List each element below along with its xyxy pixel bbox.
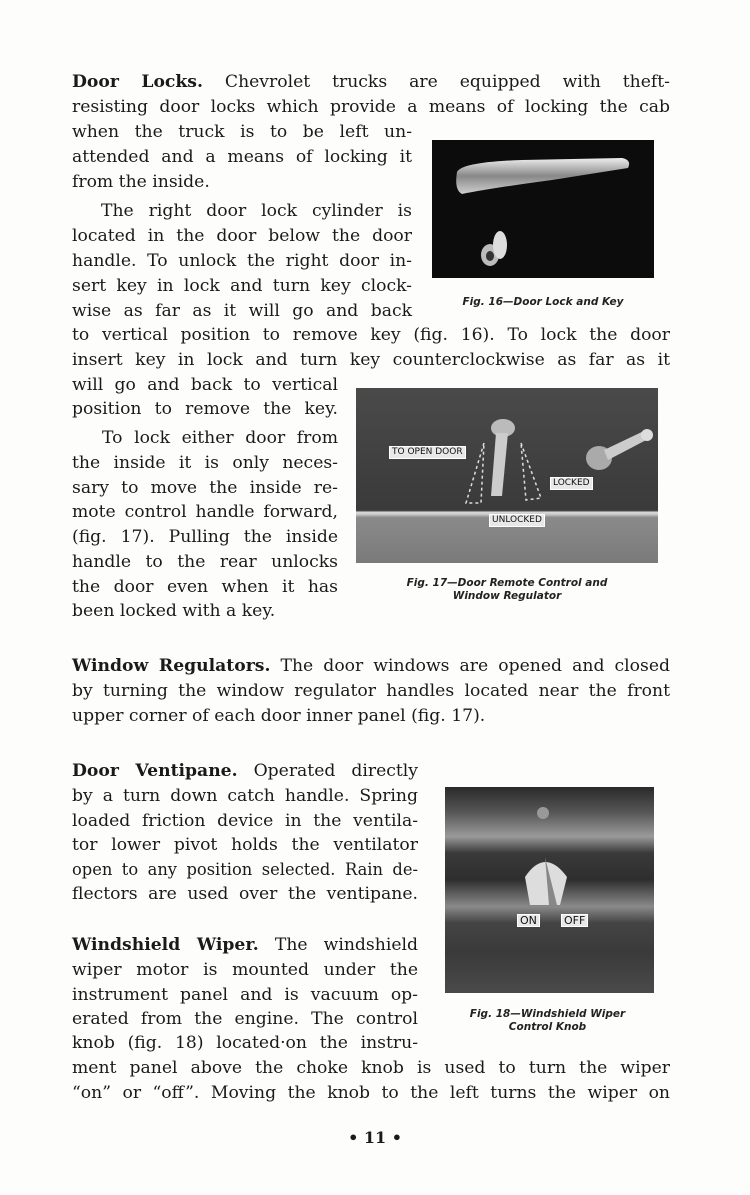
text-line: ment panel above the choke knob is used to turn the wiper xyxy=(72,1058,670,1078)
text-line: by turning the window regulator handles located near the front xyxy=(72,681,670,701)
text-line: handle to the rear unlocks xyxy=(72,552,338,572)
text-line: wise as far as it will go and back xyxy=(72,301,412,321)
text-line: position to remove the key. xyxy=(72,399,338,419)
door-ventipane-line-1: Door Ventipane. Operated directly xyxy=(72,761,418,781)
text-line: insert key in lock and turn key counterclockwise as far as it xyxy=(72,350,670,370)
text-line: from the inside. xyxy=(72,172,210,192)
text-line: To lock either door from xyxy=(102,428,338,448)
label-off: OFF xyxy=(561,914,588,927)
text-line: when the truck is to be left un- xyxy=(72,122,412,142)
text-line: handle. To unlock the right door in- xyxy=(72,251,412,271)
text-line: (fig. 17). Pulling the inside xyxy=(72,527,338,547)
text-line: sert key in lock and turn key clock- xyxy=(72,276,412,296)
label-locked: LOCKED xyxy=(550,477,593,490)
window-regulators-heading: Window Regulators. xyxy=(72,656,271,676)
text-line: resisting door locks which provide a means of locking the cab xyxy=(72,97,670,117)
text-line: open to any position selected. Rain de- xyxy=(72,860,418,879)
text-line: The right door lock cylinder is xyxy=(101,201,412,221)
text-line: by a turn down catch handle. Spring xyxy=(72,786,418,806)
page-number: • 11 • xyxy=(348,1128,402,1147)
label-on: ON xyxy=(517,914,540,927)
text-line: wiper motor is mounted under the xyxy=(72,960,418,980)
fig17-door-remote-control-photo xyxy=(356,388,658,563)
text-line: will go and back to vertical xyxy=(72,375,338,395)
label-to-open-door: TO OPEN DOOR xyxy=(389,446,466,459)
door-ventipane-heading: Door Ventipane. xyxy=(72,761,238,781)
fig17-caption: Fig. 17—Door Remote Control and Window Regulator xyxy=(406,577,608,602)
text-line: to vertical position to remove key (fig. 16). To lock the door xyxy=(72,325,670,345)
remote-handle-icon xyxy=(356,388,658,563)
text-line: tor lower pivot holds the ventilator xyxy=(72,835,418,855)
door-handle-icon xyxy=(432,140,654,278)
text-line: been locked with a key. xyxy=(72,601,276,621)
text-line: the door even when it has xyxy=(72,577,338,597)
door-locks-line-1: Door Locks. Chevrolet trucks are equipped with theft- xyxy=(72,72,670,92)
door-locks-heading: Door Locks. xyxy=(72,72,203,92)
fig16-caption: Fig. 16—Door Lock and Key xyxy=(462,296,624,308)
text-line: mote control handle forward, xyxy=(72,502,338,522)
text-line: located in the door below the door xyxy=(72,226,412,246)
text-line: flectors are used over the ventipane. xyxy=(72,884,418,904)
text-line: attended and a means of locking it xyxy=(72,147,412,167)
fig16-door-lock-photo xyxy=(432,140,654,278)
text-line: sary to move the inside re- xyxy=(72,478,338,498)
text-line: upper corner of each door inner panel (fig. 17). xyxy=(72,706,486,726)
label-unlocked: UNLOCKED xyxy=(489,514,545,527)
wiper-knob-icon xyxy=(445,787,654,993)
fig18-wiper-knob-photo xyxy=(445,787,654,993)
text-line: “on” or “off”. Moving the knob to the left turns the wiper on xyxy=(72,1083,670,1103)
text-line: knob (fig. 18) located·on the instru- xyxy=(72,1033,418,1053)
text-line: erated from the engine. The control xyxy=(72,1009,418,1029)
text-line: instrument panel and is vacuum op- xyxy=(72,985,418,1005)
windshield-wiper-heading: Windshield Wiper. xyxy=(72,935,259,955)
text-line: loaded friction device in the ventila- xyxy=(72,811,418,831)
windshield-wiper-line-1: Windshield Wiper. The windshield xyxy=(72,935,418,955)
window-regulators-line-1: Window Regulators. The door windows are opened and closed xyxy=(72,656,670,676)
text-line: the inside it is only neces- xyxy=(72,453,338,473)
fig18-caption: Fig. 18—Windshield Wiper Control Knob xyxy=(469,1008,626,1033)
